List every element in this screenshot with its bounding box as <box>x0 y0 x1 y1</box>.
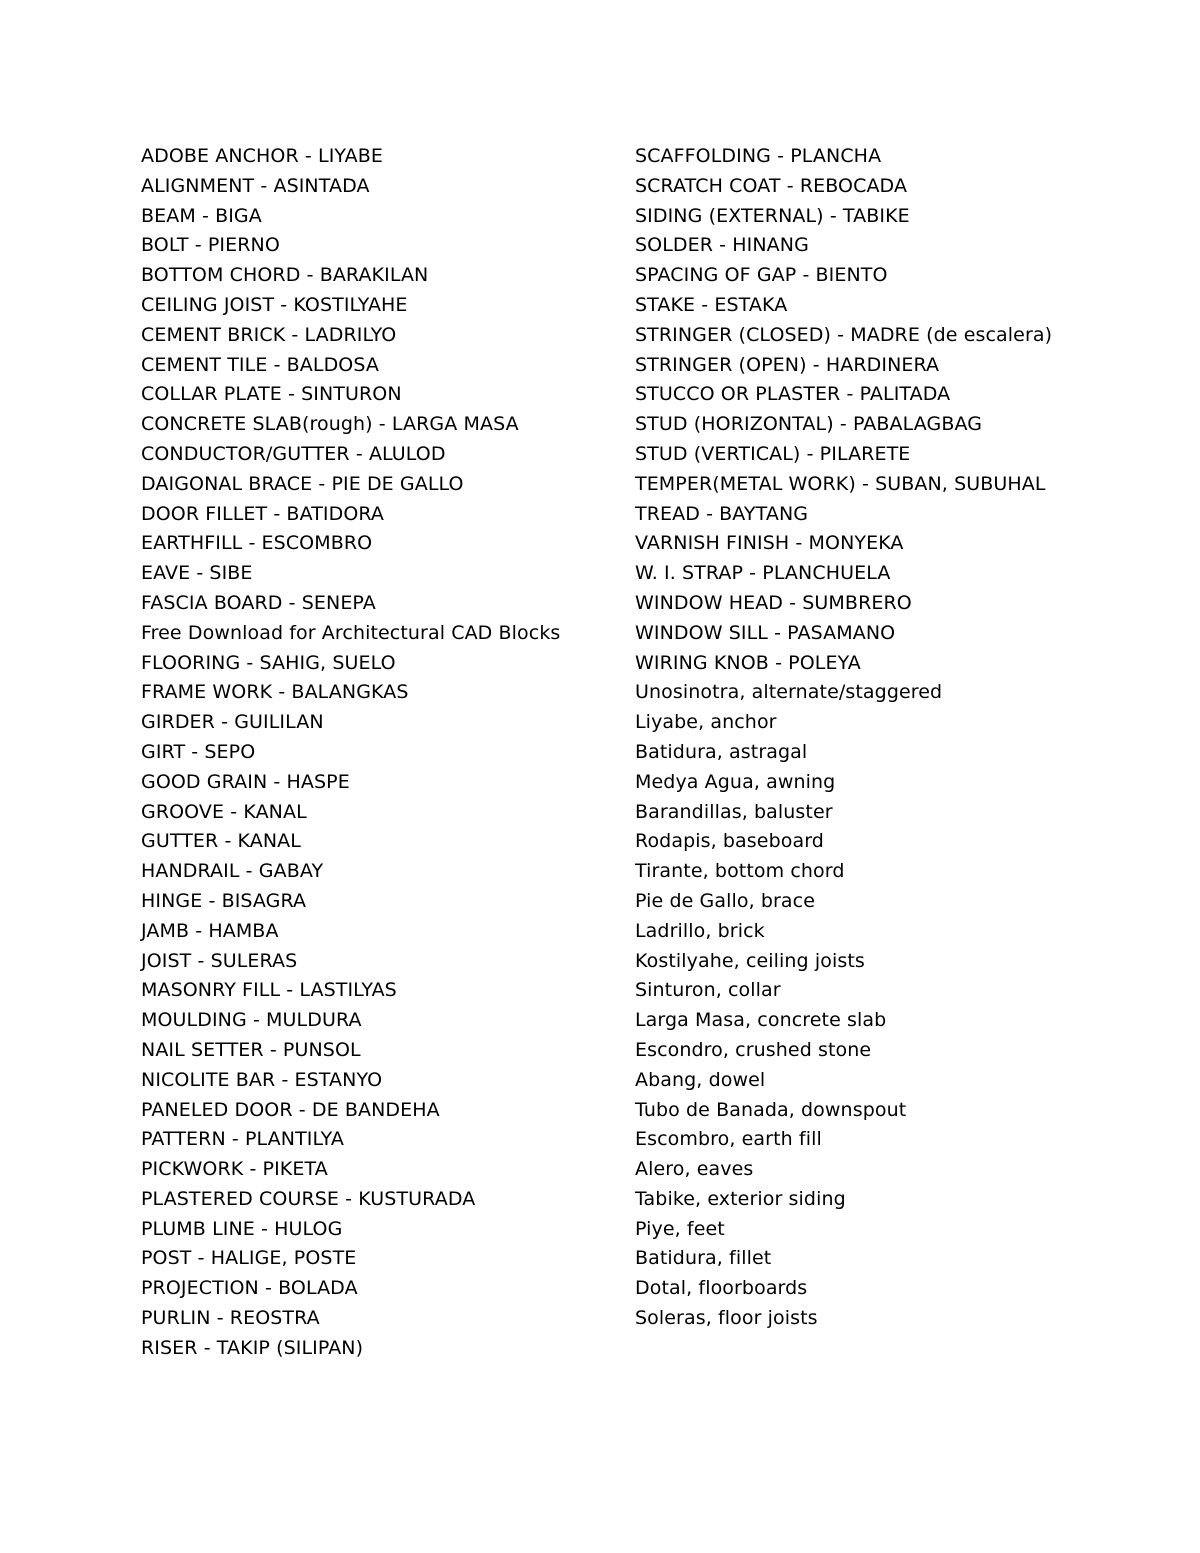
glossary-entry: ALIGNMENT - ASINTADA <box>141 174 370 197</box>
glossary-entry: Rodapis, baseboard <box>635 830 824 853</box>
glossary-entry: FRAME WORK - BALANGKAS <box>141 681 409 704</box>
glossary-entry: PURLIN - REOSTRA <box>141 1307 320 1330</box>
right-glossary-column <box>635 142 1055 1334</box>
glossary-entry: WINDOW SILL - PASAMANO <box>635 621 896 644</box>
glossary-entry: COLLAR PLATE - SINTURON <box>141 383 402 406</box>
glossary-entry: Liyabe, anchor <box>635 711 777 734</box>
glossary-entry: GOOD GRAIN - HASPE <box>141 770 350 793</box>
glossary-entry: STAKE - ESTAKA <box>635 293 788 316</box>
glossary-entry: Tirante, bottom chord <box>635 860 845 883</box>
glossary-entry: SCAFFOLDING - PLANCHA <box>635 145 882 167</box>
glossary-entry: NICOLITE BAR - ESTANYO <box>141 1068 383 1091</box>
glossary-entry: Sinturon, collar <box>635 979 781 1002</box>
glossary-entry: Kostilyahe, ceiling joists <box>635 949 865 972</box>
glossary-entry: PATTERN - PLANTILYA <box>141 1128 344 1151</box>
glossary-entry: GROOVE - KANAL <box>141 800 307 823</box>
glossary-entry: SPACING OF GAP - BIENTO <box>635 264 888 287</box>
glossary-entry: FASCIA BOARD - SENEPA <box>141 591 376 614</box>
glossary-entry: BEAM - BIGA <box>141 204 262 227</box>
glossary-entry: DAIGONAL BRACE - PIE DE GALLO <box>141 472 464 495</box>
glossary-entry: Unosinotra, alternate/staggered <box>635 681 943 704</box>
glossary-entry: PLUMB LINE - HULOG <box>141 1217 343 1240</box>
glossary-entry: FLOORING - SAHIG, SUELO <box>141 651 396 674</box>
glossary-entry: Piye, feet <box>635 1217 725 1240</box>
glossary-entry: STUCCO OR PLASTER - PALITADA <box>635 383 951 406</box>
glossary-entry: HINGE - BISAGRA <box>141 889 307 912</box>
glossary-entry: Batidura, astragal <box>635 740 808 763</box>
glossary-entry: CONDUCTOR/GUTTER - ALULOD <box>141 442 446 465</box>
glossary-entry: JOIST - SULERAS <box>141 949 298 972</box>
glossary-entry: PANELED DOOR - DE BANDEHA <box>141 1098 440 1121</box>
glossary-entry: NAIL SETTER - PUNSOL <box>141 1038 361 1061</box>
glossary-entry: Alero, eaves <box>635 1158 754 1181</box>
glossary-entry: BOLT - PIERNO <box>141 234 280 257</box>
glossary-entry: MOULDING - MULDURA <box>141 1009 362 1032</box>
glossary-entry: HANDRAIL - GABAY <box>141 860 324 883</box>
glossary-entry: Free Download for Architectural CAD Blocks <box>141 621 561 644</box>
glossary-entry: Abang, dowel <box>635 1068 766 1091</box>
glossary-entry: Medya Agua, awning <box>635 770 836 793</box>
glossary-entry: STRINGER (OPEN) - HARDINERA <box>635 353 940 376</box>
glossary-entry: VARNISH FINISH - MONYEKA <box>635 532 904 555</box>
glossary-entry: BOTTOM CHORD - BARAKILAN <box>141 264 429 287</box>
glossary-entry: GIRDER - GUILILAN <box>141 711 324 734</box>
glossary-entry: Soleras, floor joists <box>635 1307 818 1330</box>
glossary-entry: MASONRY FILL - LASTILYAS <box>141 979 397 1002</box>
glossary-entry: GIRT - SEPO <box>141 740 256 763</box>
glossary-entry: CEILING JOIST - KOSTILYAHE <box>141 293 408 316</box>
glossary-entry: SIDING (EXTERNAL) - TABIKE <box>635 204 910 227</box>
glossary-entry: TEMPER(METAL WORK) - SUBAN, SUBUHAL <box>635 472 1046 495</box>
glossary-entry: WIRING KNOB - POLEYA <box>635 651 861 674</box>
glossary-entry: CONCRETE SLAB(rough) - LARGA MASA <box>141 413 519 436</box>
glossary-entry: PICKWORK - PIKETA <box>141 1158 328 1181</box>
glossary-entry: Tubo de Banada, downspout <box>635 1098 907 1121</box>
glossary-entry: SOLDER - HINANG <box>635 234 809 257</box>
glossary-entry: TREAD - BAYTANG <box>635 502 809 525</box>
glossary-entry: Barandillas, baluster <box>635 800 833 823</box>
glossary-entry: CEMENT TILE - BALDOSA <box>141 353 379 376</box>
left-glossary-column <box>141 142 601 1364</box>
glossary-entry: CEMENT BRICK - LADRILYO <box>141 323 397 346</box>
glossary-entry: Ladrillo, brick <box>635 919 765 942</box>
glossary-entry: Pie de Gallo, brace <box>635 889 816 912</box>
glossary-entry: RISER - TAKIP (SILIPAN) <box>141 1336 364 1359</box>
glossary-entry: DOOR FILLET - BATIDORA <box>141 502 385 525</box>
glossary-entry: STRINGER (CLOSED) - MADRE (de escalera) <box>635 323 1053 346</box>
glossary-entry: POST - HALIGE, POSTE <box>141 1247 357 1270</box>
glossary-entry: Dotal, floorboards <box>635 1277 808 1300</box>
glossary-entry: JAMB - HAMBA <box>141 919 279 942</box>
glossary-entry: EAVE - SIBE <box>141 562 253 585</box>
glossary-entry: SCRATCH COAT - REBOCADA <box>635 174 908 197</box>
glossary-entry: STUD (HORIZONTAL) - PABALAGBAG <box>635 413 983 436</box>
glossary-entry: ADOBE ANCHOR - LIYABE <box>141 145 383 167</box>
glossary-entry: Escondro, crushed stone <box>635 1038 872 1061</box>
glossary-entry: Larga Masa, concrete slab <box>635 1009 887 1032</box>
glossary-entry: W. I. STRAP - PLANCHUELA <box>635 562 891 585</box>
glossary-entry: Batidura, fillet <box>635 1247 772 1270</box>
glossary-entry: GUTTER - KANAL <box>141 830 301 853</box>
glossary-entry: EARTHFILL - ESCOMBRO <box>141 532 373 555</box>
glossary-entry: PLASTERED COURSE - KUSTURADA <box>141 1187 476 1210</box>
glossary-entry: PROJECTION - BOLADA <box>141 1277 358 1300</box>
glossary-entry: WINDOW HEAD - SUMBRERO <box>635 591 912 614</box>
glossary-entry: Tabike, exterior siding <box>635 1187 846 1210</box>
glossary-entry: Escombro, earth fill <box>635 1128 822 1151</box>
glossary-entry: STUD (VERTICAL) - PILARETE <box>635 442 911 465</box>
